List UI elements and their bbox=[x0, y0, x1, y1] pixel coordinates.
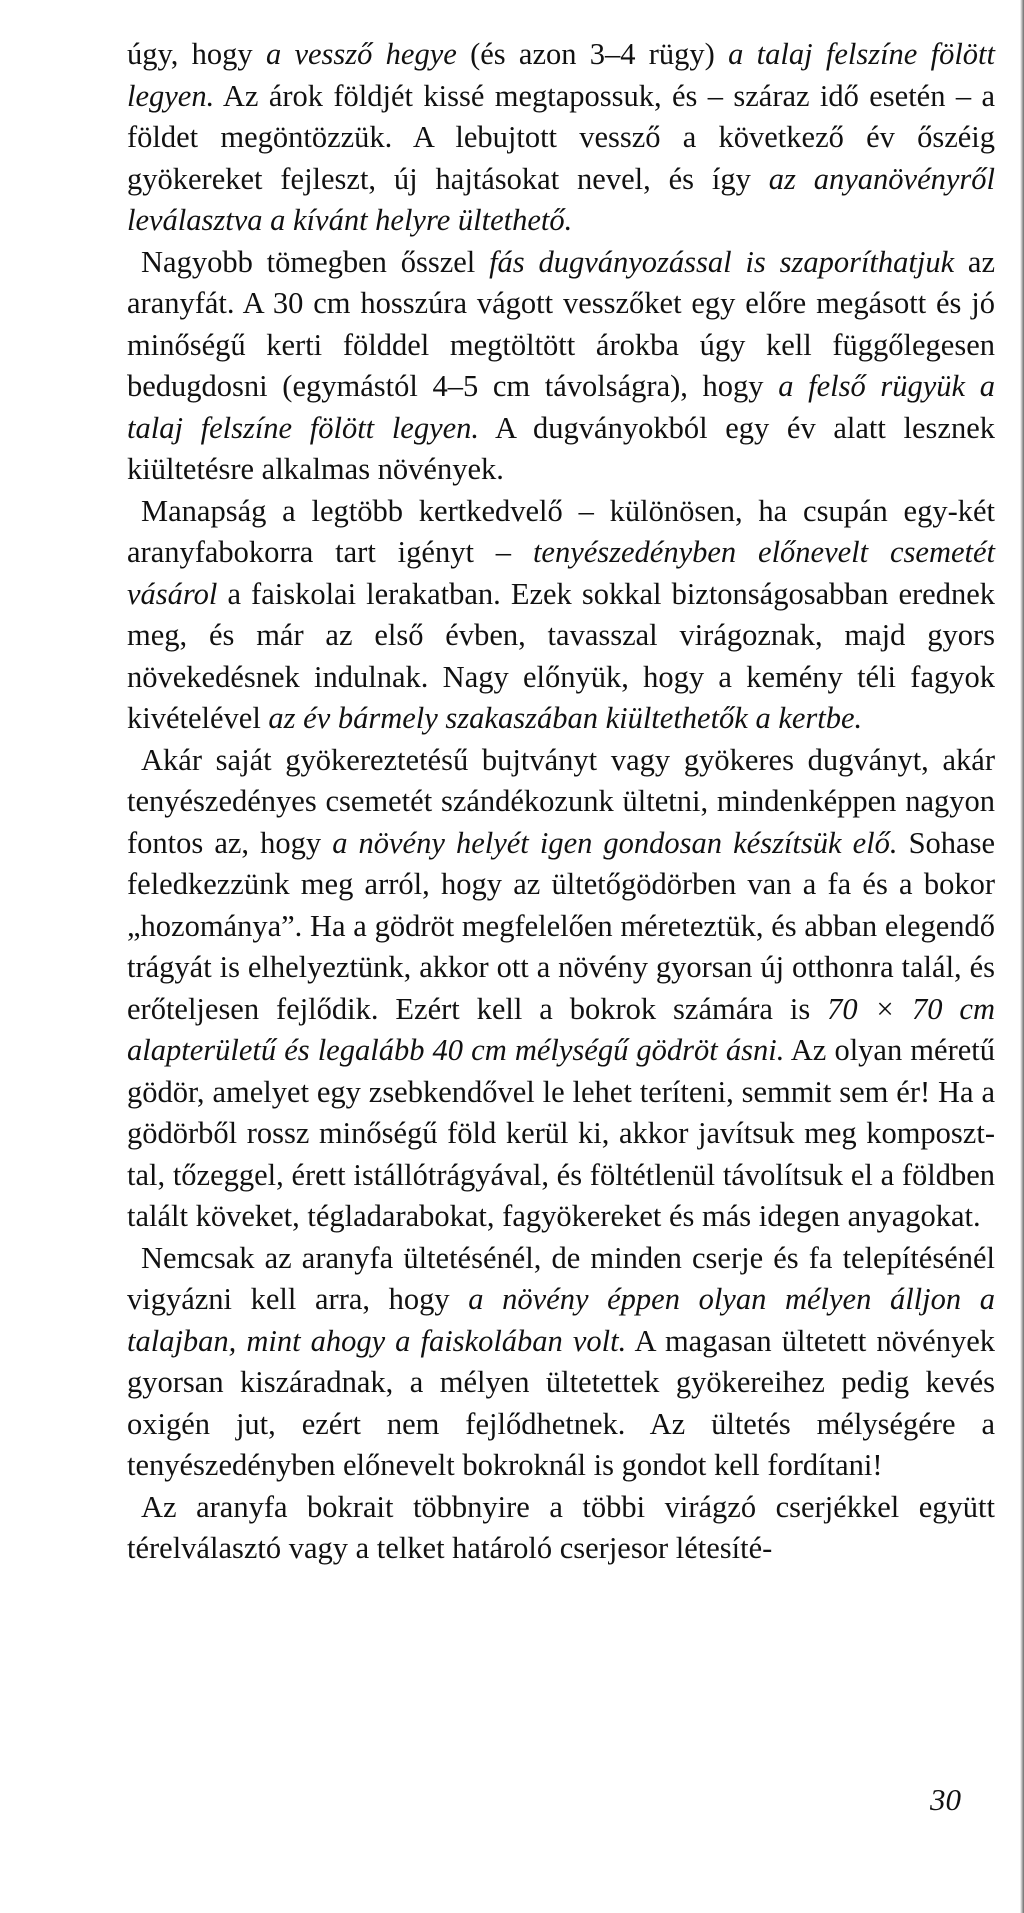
text-run: a faiskolai lerakatban. Ezek sokkal biztonságosabban erednek meg, és már az első évben, tavasszal virágoznak, majd gyors növekedésnek indulnak. Nagy előnyük, hogy a kemény téli fagyok kivételével bbox=[127, 576, 995, 735]
emphasized-text: a talaj felszíne fölött legyen. bbox=[127, 37, 995, 113]
emphasized-text: fás dugványozással is szaporíthatjuk bbox=[489, 244, 955, 279]
emphasized-text: a növény éppen olyan mélyen álljon a talajban, mint ahogy a faiskolában volt. bbox=[127, 1282, 995, 1358]
paragraph bbox=[127, 34, 995, 242]
paragraph bbox=[127, 1487, 995, 1570]
page-edge-shadow bbox=[1020, 0, 1024, 1913]
paragraph bbox=[127, 242, 995, 491]
paragraph bbox=[127, 740, 995, 1238]
text-run: Az aranyfa bokrait többnyire a többi virágzó cserjékkel együtt térelválasztó vagy a telket határoló cserjesor létesíté- bbox=[127, 1489, 995, 1565]
text-run: Az olyan méretű gödör, amelyet egy zsebkendővel le lehet teríteni, semmit sem ér! Ha a gödörből rossz minőségű föld kerül ki, akkor javítsuk meg komposzttal, tőzeggel, érett istállótrágyával, és föltétlenül távolítsuk el a földben talált köveket, tégladarabokat, fagyökereket és más idegen anyagokat. bbox=[127, 1033, 995, 1233]
text-run: Az árok földjét kissé megtapossuk, és – száraz idő esetén – a földet megöntözzük. A lebujtott vessző a következő év őszéig gyökereket fejleszt, új hajtásokat nevel, és így bbox=[127, 78, 995, 196]
text-run: az aranyfát. A 30 cm hosszúra vágott vesszőket egy előre megásott és jó minőségű kerti földdel megtöltött árokba úgy kell függőlegesen bedugdosni (egymástól 4–5 cm távolságra), hogy bbox=[127, 244, 996, 403]
body-text bbox=[127, 34, 995, 1570]
emphasized-text: az anyanövényről leválasztva a kívánt helyre ültethető. bbox=[127, 161, 995, 237]
text-run: Akár saját gyökereztetésű bujtványt vagy gyökeres dugványt, akár tenyészedényes csemetét szándékozunk ültetni, mindenképpen nagyon fontos az, hogy bbox=[127, 742, 995, 860]
paragraph bbox=[127, 1238, 995, 1487]
text-run: A dugványokból egy év alatt lesznek kiültetésre alkalmas növények. bbox=[127, 410, 996, 486]
emphasized-text: 70 × 70 cm alapterületű és legalább 40 cm mélységű gödröt ásni. bbox=[127, 991, 995, 1067]
emphasized-text: a vessző hegye bbox=[265, 37, 457, 71]
text-run: Manapság a legtöbb kertkedvelő – különösen, ha csupán egy-két aranyfabokorra tart igényt – bbox=[127, 493, 995, 569]
text-run: úgy, hogy bbox=[127, 37, 266, 71]
emphasized-text: az év bármely szakaszában kiültethetők a kertbe. bbox=[268, 701, 863, 735]
text-run: Nagyobb tömegben ősszel bbox=[141, 244, 490, 279]
text-run: (és azon 3–4 rügy) bbox=[456, 37, 729, 71]
emphasized-text: tenyészedényben előnevelt csemetét vásárol bbox=[127, 535, 995, 611]
emphasized-text: a növény helyét igen gondosan készítsük elő. bbox=[332, 825, 898, 860]
text-run: Nemcsak az aranyfa ültetésénél, de minden cserje és fa telepítésénél vigyázni kell arra, hogy bbox=[127, 1240, 995, 1316]
paragraph bbox=[127, 491, 995, 740]
text-run: A magasan ültetett növények gyorsan kiszáradnak, a mélyen ültetettek gyökereihez pedig kevés oxigén jut, ezért nem fejlődhetnek. Az ültetés mélységére a tenyészedényben előnevelt bokroknál is gondot kell fordítani! bbox=[127, 1323, 995, 1482]
text-run: Sohase feledkezzünk meg arról, hogy az ültetőgödörben van a fa és a bokor „hozománya”. Ha a gödröt megfelelően méreteztük, és abban elegendő trágyát is elhelyeztünk, akkor ott a növény gyorsan új otthonra talál, és erőteljesen fejlődik. Ezért kell a bokrok számára is bbox=[127, 825, 995, 1026]
emphasized-text: a felső rügyük a talaj felszíne fölött legyen. bbox=[127, 369, 995, 445]
page-number: 30 bbox=[930, 1782, 961, 1817]
